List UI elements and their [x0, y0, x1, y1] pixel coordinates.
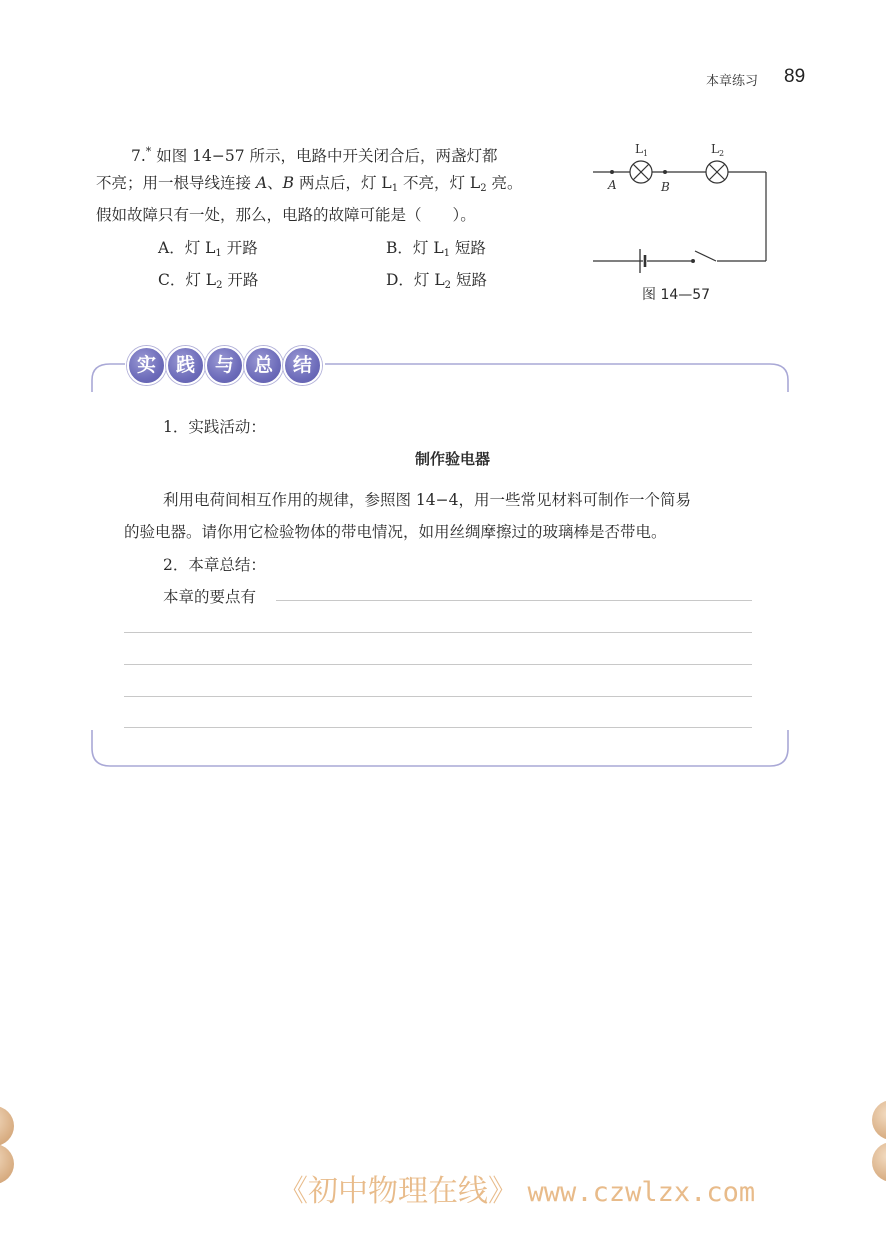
option-d: D．灯 $L_2$ 短路 — [386, 271, 487, 291]
activity-paragraph-line2: 的验电器。请你用它检验物体的带电情况，如用丝绸摩擦过的玻璃棒是否带电。 — [124, 523, 667, 541]
option-a: A．灯 $L_1$ 开路 — [158, 239, 258, 259]
decor-circle-left-1 — [0, 1106, 14, 1146]
section-title-char-5: 结 — [283, 346, 322, 385]
answer-line-5 — [124, 727, 752, 728]
answer-line-2 — [124, 632, 752, 633]
chapter-exercise-header: 本章练习 — [706, 74, 759, 89]
question-number: 7. — [131, 147, 146, 166]
lamp2-label: $L_2$ — [711, 142, 725, 158]
point-a-ref: A — [255, 174, 268, 192]
figure-caption: 图 14—57 — [642, 287, 711, 303]
watermark-url: www.czwlzx.com — [527, 1177, 756, 1208]
watermark — [278, 1166, 755, 1210]
lamp1-label: $L_1$ — [635, 142, 649, 158]
watermark-site-name: 《初中物理在线》 — [278, 1174, 518, 1209]
practice-item-1: 1．实践活动： — [163, 418, 266, 436]
answer-line-3 — [124, 664, 752, 665]
summary-prompt: 本章的要点有 — [163, 588, 257, 606]
point-b-ref: B — [282, 174, 295, 192]
question-text-line1: 如图 14−57 所示，电路中开关闭合后，两盏灯都 — [156, 147, 498, 166]
option-c: C．灯 $L_2$ 开路 — [158, 271, 259, 291]
difficulty-mark: * — [145, 145, 152, 158]
section-title-char-4: 总 — [244, 346, 283, 385]
section-title-char-1: 实 — [127, 346, 166, 385]
answer-line-4 — [124, 696, 752, 697]
point-b-label: B — [661, 180, 670, 194]
point-a-label: A — [608, 178, 617, 192]
activity-paragraph-line1: 利用电荷间相互作用的规律，参照图 14−4，用一些常见材料可制作一个简易 — [163, 491, 692, 509]
page-number: 89 — [784, 66, 806, 87]
activity-title: 制作验电器 — [415, 450, 491, 468]
decor-circle-right-1 — [872, 1100, 886, 1140]
section-title-char-2: 践 — [166, 346, 205, 385]
section-title-char-3: 与 — [205, 346, 244, 385]
decor-circle-left-2 — [0, 1144, 14, 1184]
question-7-line2: 不亮；用一根导线连接 A、B 两点后，灯 $L_1$ 不亮，灯 $L_2$ 亮。 — [96, 174, 523, 194]
option-b: B．灯 $L_1$ 短路 — [386, 239, 486, 259]
question-7-line3: 假如故障只有一处，那么，电路的故障可能是（ ）。 — [96, 206, 476, 224]
practice-item-2: 2．本章总结： — [163, 556, 266, 574]
decor-circle-right-2 — [872, 1142, 886, 1182]
answer-line-1 — [276, 600, 752, 601]
